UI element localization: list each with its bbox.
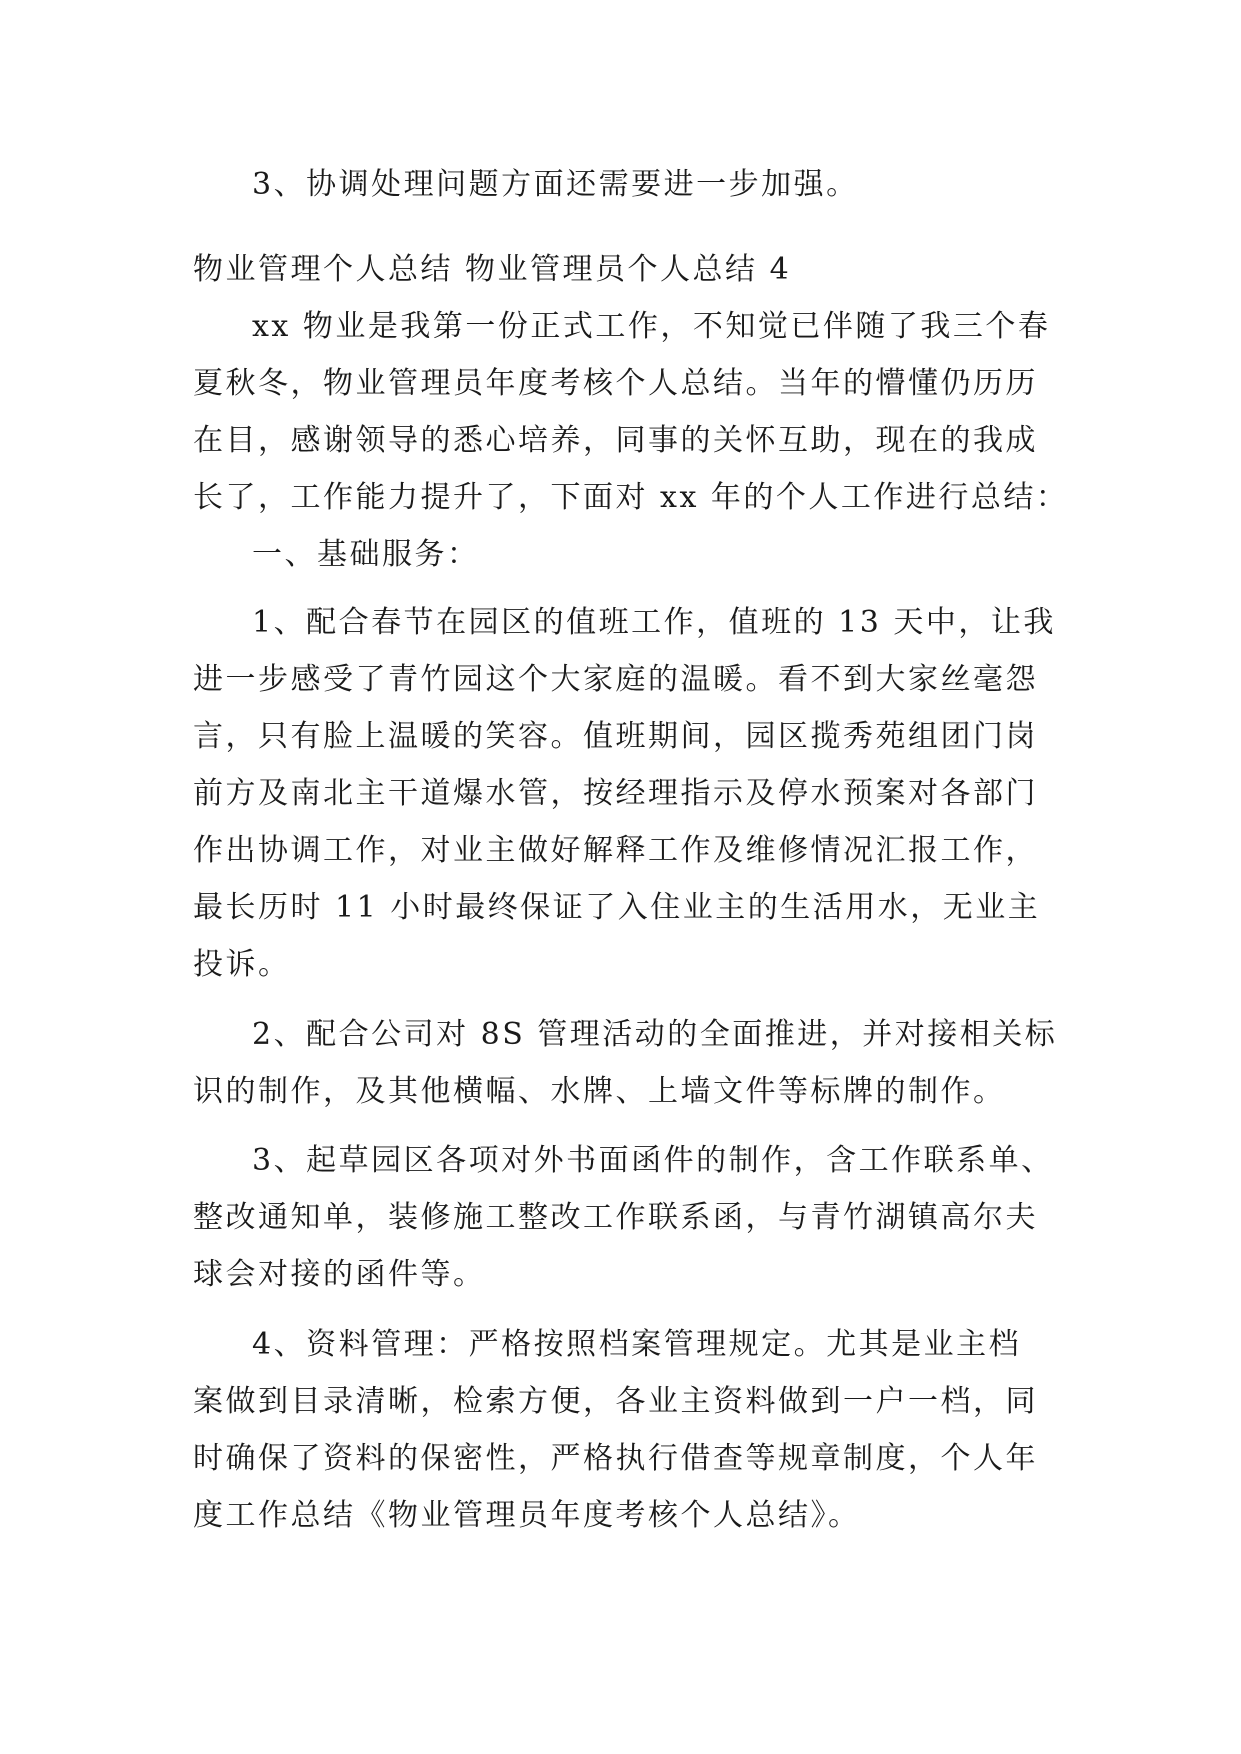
text-line: 度工作总结《物业管理员年度考核个人总结》。 [193,1498,861,1533]
text-line: xx 物业是我第一份正式工作，不知觉已伴随了我三个春 [252,309,1051,344]
text-line: 3、起草园区各项对外书面函件的制作，含工作联系单、 [252,1143,1054,1178]
text-line: 4、资料管理：严格按照档案管理规定。尤其是业主档 [252,1327,1022,1362]
text-line: 2、配合公司对 8S 管理活动的全面推进，并对接相关标 [252,1017,1058,1052]
section-heading: 物业管理个人总结 物业管理员个人总结 4 [193,252,792,287]
text-line: 案做到目录清晰，检索方便，各业主资料做到一户一档，同 [193,1384,1038,1419]
text-line: 投诉。 [193,947,291,982]
text-line: 1、配合春节在园区的值班工作，值班的 13 天中，让我 [252,605,1056,640]
text-line: 作出协调工作，对业主做好解释工作及维修情况汇报工作， [193,833,1038,868]
text-line: 时确保了资料的保密性，严格执行借查等规章制度，个人年 [193,1441,1038,1476]
text-line: 夏秋冬，物业管理员年度考核个人总结。当年的懵懂仍历历 [193,366,1038,401]
text-line: 整改通知单，装修施工整改工作联系函，与青竹湖镇高尔夫 [193,1200,1038,1235]
text-line: 3、协调处理问题方面还需要进一步加强。 [252,167,859,202]
subheading: 一、基础服务： [252,537,480,572]
text-line: 进一步感受了青竹园这个大家庭的温暖。看不到大家丝毫怨 [193,662,1038,697]
text-line: 在目，感谢领导的悉心培养，同事的关怀互助，现在的我成 [193,423,1038,458]
text-line: 球会对接的函件等。 [193,1257,486,1292]
text-line: 言，只有脸上温暖的笑容。值班期间，园区揽秀苑组团门岗 [193,719,1038,754]
text-line: 长了，工作能力提升了，下面对 xx 年的个人工作进行总结： [193,480,1069,515]
text-line: 最长历时 11 小时最终保证了入住业主的生活用水，无业主 [193,890,1041,925]
text-line: 识的制作，及其他横幅、水牌、上墙文件等标牌的制作。 [193,1074,1006,1109]
text-line: 前方及南北主干道爆水管，按经理指示及停水预案对各部门 [193,776,1038,811]
